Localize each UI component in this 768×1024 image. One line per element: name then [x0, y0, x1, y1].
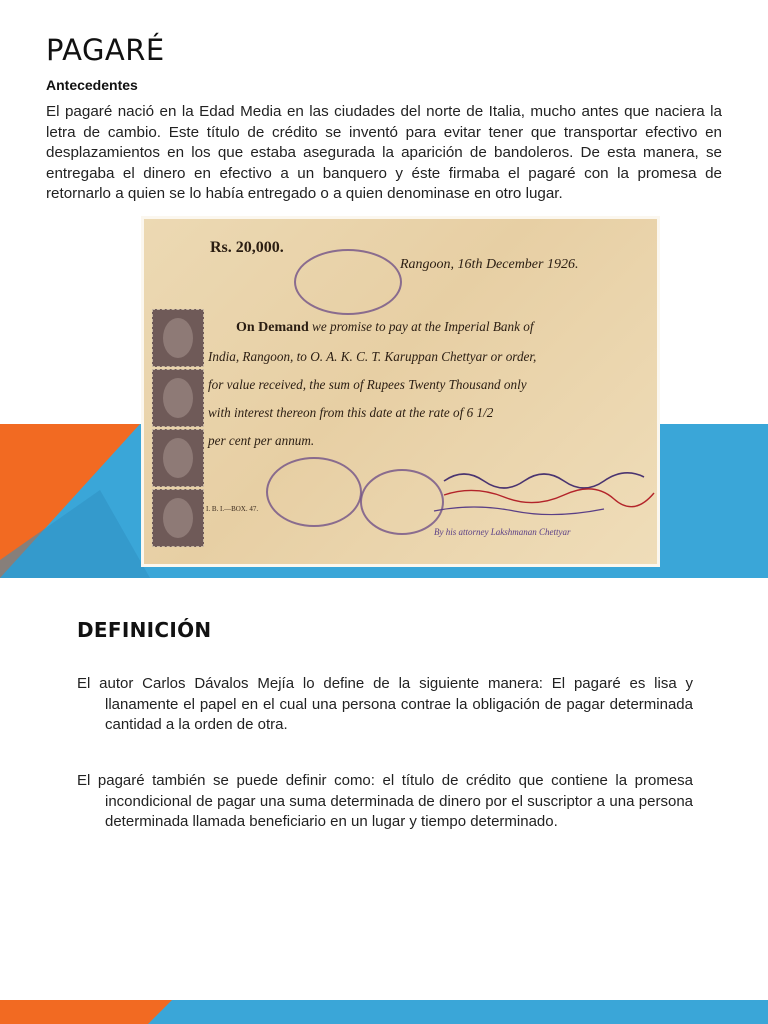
- note-place-date: Rangoon, 16th December 1926.: [400, 257, 579, 272]
- antecedentes-paragraph: El pagaré nació en la Edad Media en las ciudades del norte de Italia, mucho antes que naciera la letra de cambio. Este título de crédito se inventó para evitar tener que transportar efectivo en desplazamientos en los que estaba asegurada la aparición de bandoleros. De esta manera, se entregaba el dinero en efectivo a un banquero y éste firmaba el pagaré con la promesa de retornarlo a quien se lo había entregado o a quien denominase en otro lugar.: [46, 103, 722, 203]
- note-amount: Rs. 20,000.: [210, 239, 284, 256]
- promissory-note-paper: [144, 219, 657, 564]
- note-signature: [434, 527, 571, 537]
- slide-title: PAGARÉ: [46, 33, 165, 67]
- section-subtitle: Antecedentes: [46, 77, 138, 93]
- note-signature-text: By his attorney Lakshmanan Chettyar: [434, 527, 571, 537]
- definition-heading: DEFINICIÓN: [77, 618, 212, 642]
- note-line-5: per cent per annum.: [208, 433, 315, 448]
- slide-definicion: [0, 578, 768, 1024]
- bottom-band-orange: [0, 1000, 172, 1024]
- note-footer: I. B. I.—BOX. 47.: [206, 505, 259, 513]
- light-blue-right: [660, 424, 768, 578]
- note-line-2: India, Rangoon, to O. A. K. C. T. Karuppan Chettyar or order,: [208, 349, 537, 364]
- note-line-3: for value received, the sum of Rupees Twenty Thousand only: [208, 377, 527, 392]
- promissory-note-image: [141, 216, 660, 567]
- definition-paragraph-1: El autor Carlos Dávalos Mejía lo define de la siguiente manera: El pagaré es lisa y llanamente el papel en el cual una persona contrae la obligación de pagar determinada cantidad a la orden de otra.: [77, 675, 693, 734]
- bottom-decorative-band: [0, 1000, 768, 1024]
- definition-paragraph-2: El pagaré también se puede definir como: el título de crédito que contiene la promesa incondicional de pagar una suma determinada de dinero por el suscriptor a una persona determinada llamada beneficiario en un lugar y tiempo determinado.: [77, 772, 693, 831]
- note-line-1-text: we promise to pay at the Imperial Bank of: [312, 319, 534, 334]
- note-line-4: with interest thereon from this date at the rate of 6 1/2: [208, 405, 494, 420]
- note-on-demand: On Demand: [236, 320, 309, 335]
